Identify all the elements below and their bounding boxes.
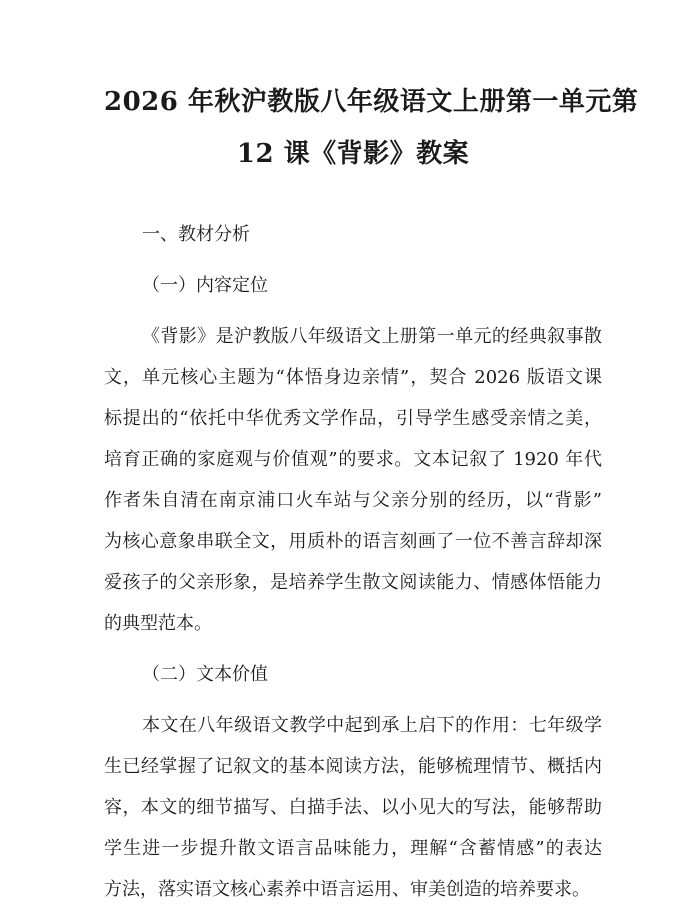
section-heading-textbook-analysis: 一、教材分析 [142,224,250,245]
paragraph-line: 方法，落实语文核心素养中语言运用、审美创造的培养要求。 [104,879,590,900]
subsection-heading-text-value: （二）文本价值 [142,664,268,685]
paragraph-line: 学生进一步提升散文语言品味能力，理解“含蓄情感”的表达 [104,838,602,859]
paragraph-line: 为核心意象串联全文，用质朴的语言刻画了一位不善言辞却深 [104,531,602,552]
paragraph-line: 标提出的“依托中华优秀文学作品，引导学生感受亲情之美， [104,408,602,429]
paragraph-text-value [104,705,602,910]
document-title [104,76,639,180]
paragraph-line: 文，单元核心主题为“体悟身边亲情”，契合 2026 版语文课 [104,367,602,388]
title-line-1: 2026 年秋沪教版八年级语文上册第一单元第 [104,87,639,117]
title-line-2: 12 课《背影》教案 [236,139,470,169]
paragraph-line: 爱孩子的父亲形象，是培养学生散文阅读能力、情感体悟能力 [104,572,602,593]
paragraph-line: 的典型范本。 [104,613,212,634]
paragraph-line: 作者朱自清在南京浦口火车站与父亲分别的经历，以“背影” [104,490,602,511]
paragraph-line: 《背影》是沪教版八年级语文上册第一单元的经典叙事散 [142,326,602,347]
paragraph-line: 本文在八年级语文教学中起到承上启下的作用：七年级学 [142,715,602,736]
paragraph-line: 生已经掌握了记叙文的基本阅读方法，能够梳理情节、概括内 [104,756,602,777]
paragraph-line: 容，本文的细节描写、白描手法、以小见大的写法，能够帮助 [104,797,602,818]
paragraph-line: 培育正确的家庭观与价值观”的要求。文本记叙了 1920 年代 [104,449,602,470]
paragraph-content-positioning [104,316,602,644]
subsection-heading-content-positioning: （一）内容定位 [142,275,268,296]
